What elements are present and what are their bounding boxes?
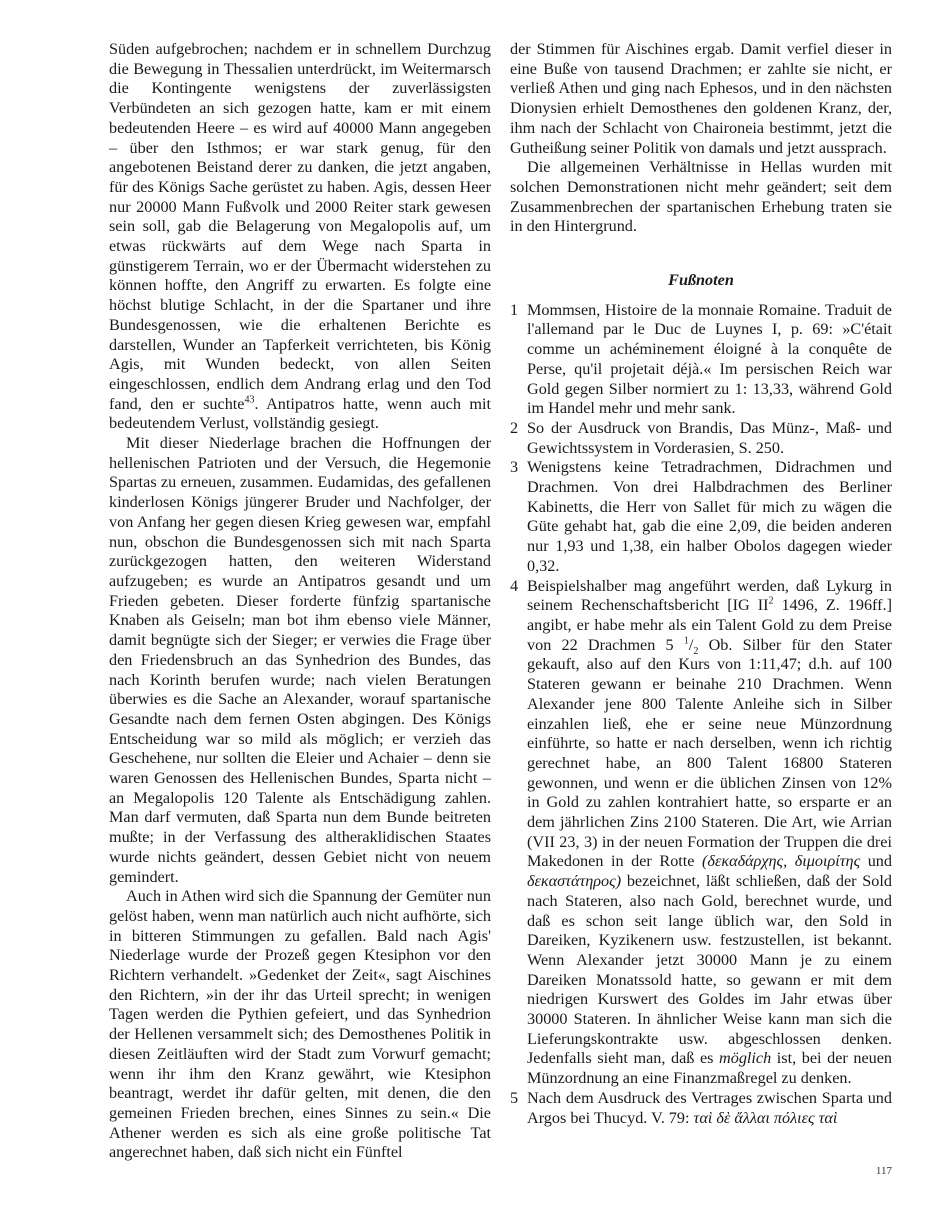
footnote-number: 4 [510, 576, 519, 595]
footnote: 5 Nach dem Ausdruck des Vertrages zwischen Sparta und Argos bei Thucyd. V. 79: ταὶ δὲ ἄλλαι πόλιες ταὶ [510, 1088, 892, 1127]
footnote-number: 2 [510, 418, 519, 437]
footnote-number: 3 [510, 458, 519, 477]
footnote-number: 1 [510, 300, 519, 319]
paragraph: Auch in Athen wird sich die Spannung der Gemüter nun gelöst haben, wenn man natürlich auch nicht aufhörte, sich in bitteren Stimmungen zu gefallen. Bald nach Agis' Niederlage wurde der Prozeß gegen Ktesiphon vor den Richtern verhandelt. »Gedenket der Zeit«, sagt Aischines den Richtern, »in der ihr das Urteil sprecht; in wenigen Tagen werden die Pythien gefeiert, und das Synhedrion der Hellenen versammelt sich; des Demosthenes Politik in diesen Zeitläuften wird der Stadt zum Vorwurf gemacht; wenn ihr ihm den Kranz gewährt, wie Ktesiphon beantragt, werdet ihr dafür gelten, mit denen, die den gemeinen Frieden brechen, eines Sinnes zu sein.« Die Athener werden es sich als eine große politische Tat angerechnet haben, daß sich nicht ein Fünftel [109, 887, 491, 1162]
paragraph: der Stimmen für Aischines ergab. Damit verfiel dieser in eine Buße von tausend Drachmen; er zahlte sie nicht, er verließ Athen und ging nach Ephesos, und in den nächsten Dionysien erhielt Demosthenes den goldenen Kranz, der, ihm nach der Schlacht von Chaironeia bestimmt, jetzt die Gutheißung seiner Politik von damals und jetzt aussprach. [510, 40, 892, 157]
footnote: 4 Beispielshalber mag angeführt werden, daß Lykurg in seinem Rechenschaftsbericht [IG $II^2$ 1496, Z. 196ff.] angibt, er habe mehr als ein Talent Gold zu dem Preise von 22 Drachmen 5 $^1/_2$ Ob. Silber für den Stater gekauft, also auf den Kurs von 1:11,47; d.h. auf 100 Stateren gewann er beinahe 210 Drachmen. Wenn Alexander jene 800 Talente Anleihe sich in Silber einzahlen ließ, ehe er seine neue Münzordnung einführte, so hatte er nach derselben, wenn ich richtig gerechnet habe, an 800 Talent 16800 Stateren gewonnen, und wenn er die üblichen Zinsen von 12% in Gold zu zahlen kontrahiert hatte, so ersparte er an dem jährlichen Zins 2100 Stateren. Die Art, wie Arrian (VII 23, 3) in der neuen Formation der Truppen die drei Makedonen in der Rotte (δεκαδάρχης, διμοιρίτης und δεκαστάτηρος) bezeichnet, läßt schließen, daß der Sold nach Stateren, also nach Gold, berechnet wurde, und daß es schon seit lange üblich war, den Sold in Dareiken, Kyzikenern usw. festzustellen, ist bekannt. Wenn Alexander jetzt 30000 Mann je zu einem Dareiken Monatssold hatte, so gewann er mit dem niedrigen Kurswert des Goldes im Jahr etwas über 30000 Stateren. In ähnlicher Weise kann man sich die Lieferungskontrakte usw. abgeschlossen denken. Jedenfalls sieht man, daß es möglich ist, bei der neuen Münzordnung an eine Finanzmaßregel zu denken. [510, 576, 893, 1088]
footnote: 1 Mommsen, Histoire de la monnaie Romaine. Traduit de l'allemand par le Duc de Luynes I, p. 69: »C'était comme un achéminement éloigné à la conquête de Perse, qu'il projetait déjà.« Im persischen Reich war Gold gegen Silber normiert zu 1: 13,33, während Gold im Handel mehr und mehr sank. [510, 300, 892, 418]
page-number: 117 [875, 1165, 892, 1177]
paragraph: Süden aufgebrochen; nachdem er in schnellem Durchzug die Bewegung in Thessalien unterdrückt, im Weitermarsch die Kontingente wenigstens der zuverlässigsten Verbündeten an sich gezogen hatte, kam er mit einem bedeutenden Heere – es wird auf 40000 Mann angegeben – über den Isthmos; er war stark genug, für den angebotenen Beistand derer zu danken, die jetzt angaben, für des Königs Sache gerüstet zu haben. Agis, dessen Heer nur 20000 Mann Fußvolk und 2000 Reiter stark gewesen sein soll, gab die Belagerung von Megalopolis auf, um etwas rückwärts auf dem Wege nach Sparta in günstigerem Terrain, wo er der Übermacht widerstehen zu können hoffte, den Angriff zu erwarten. Es folgte eine höchst blutige Schlacht, in der die Spartaner und ihre Bundesgenossen, wie die erhaltenen Berichte es darstellen, Wunder an Tapferkeit verrichteten, bis König Agis, mit Wunden bedeckt, von allen Seiten eingeschlossen, endlich dem Andrang erlag und den Tod fand, den er suchte$^{43}$. Antipatros hatte, wenn auch mit bedeutendem Verlust, vollständig gesiegt. [109, 40, 491, 433]
right-column [510, 40, 892, 1128]
paragraph: Die allgemeinen Verhältnisse in Hellas wurden mit solchen Demonstrationen nicht mehr geändert; seit dem Zusammenbrechen der spartanischen Erhebung traten sie in den Hintergrund. [510, 158, 892, 236]
paragraph: Mit dieser Niederlage brachen die Hoffnungen der hellenischen Patrioten und der Versuch, die Hegemonie Spartas zu erneuen, zusammen. Eudamidas, des gefallenen kinderlosen Königs jüngerer Bruder und Nachfolger, der von Anfang her gegen diesen Krieg gewesen war, empfahl nun, obschon die Bundesgenossen sich mit nach Sparta zurückgezogen hatten, den weiteren Widerstand aufzugeben; es wurde an Antipatros gesandt und um Frieden gebeten. Dieser forderte fünfzig spartanische Knaben als Geiseln; man bot ihm ebenso viele Männer, damit begnügte sich der Sieger; er verwies die Frage über den Friedensbruch an das Synhedrion des Bundes, das nach Korinth berufen wurde; nach vielen Beratungen überwies es die Sache an Alexander, worauf spartanische Gesandte nach dem fernen Osten abgingen. Des Königs Entscheidung war so mild als möglich; er verzieh das Geschehene, nur sollten die Eleier und Achaier – denn sie waren Genossen des Hellenischen Bundes, Sparta nicht – an Megalopolis 120 Talente als Entschädigung zahlen. Man darf vermuten, daß Sparta nun dem Bunde beitreten mußte; in der Verfassung des altheraklidischen Staates wurde nichts geändert, dessen Gebiet nicht von neuem gemindert. [109, 434, 491, 886]
footnote-number: 5 [510, 1088, 519, 1107]
footnote: 3 Wenigstens keine Tetradrachmen, Didrachmen und Drachmen. Von drei Halbdrachmen des Berliner Kabinetts, die Herr von Sallet für mich zu wägen die Güte gehabt hat, gab die eine 2,09, die beiden anderen nur 1,93 und 1,38, ein halber Obolos dagegen wieder 0,32. [510, 458, 892, 575]
footnote-reference[interactable]: 43 [244, 394, 255, 406]
footnotes-heading: Fußnoten [668, 271, 734, 290]
left-column [109, 40, 491, 1163]
footnote: 2 So der Ausdruck von Brandis, Das Münz-, Maß- und Gewichtssystem in Vorderasien, S. 250. [510, 418, 892, 457]
